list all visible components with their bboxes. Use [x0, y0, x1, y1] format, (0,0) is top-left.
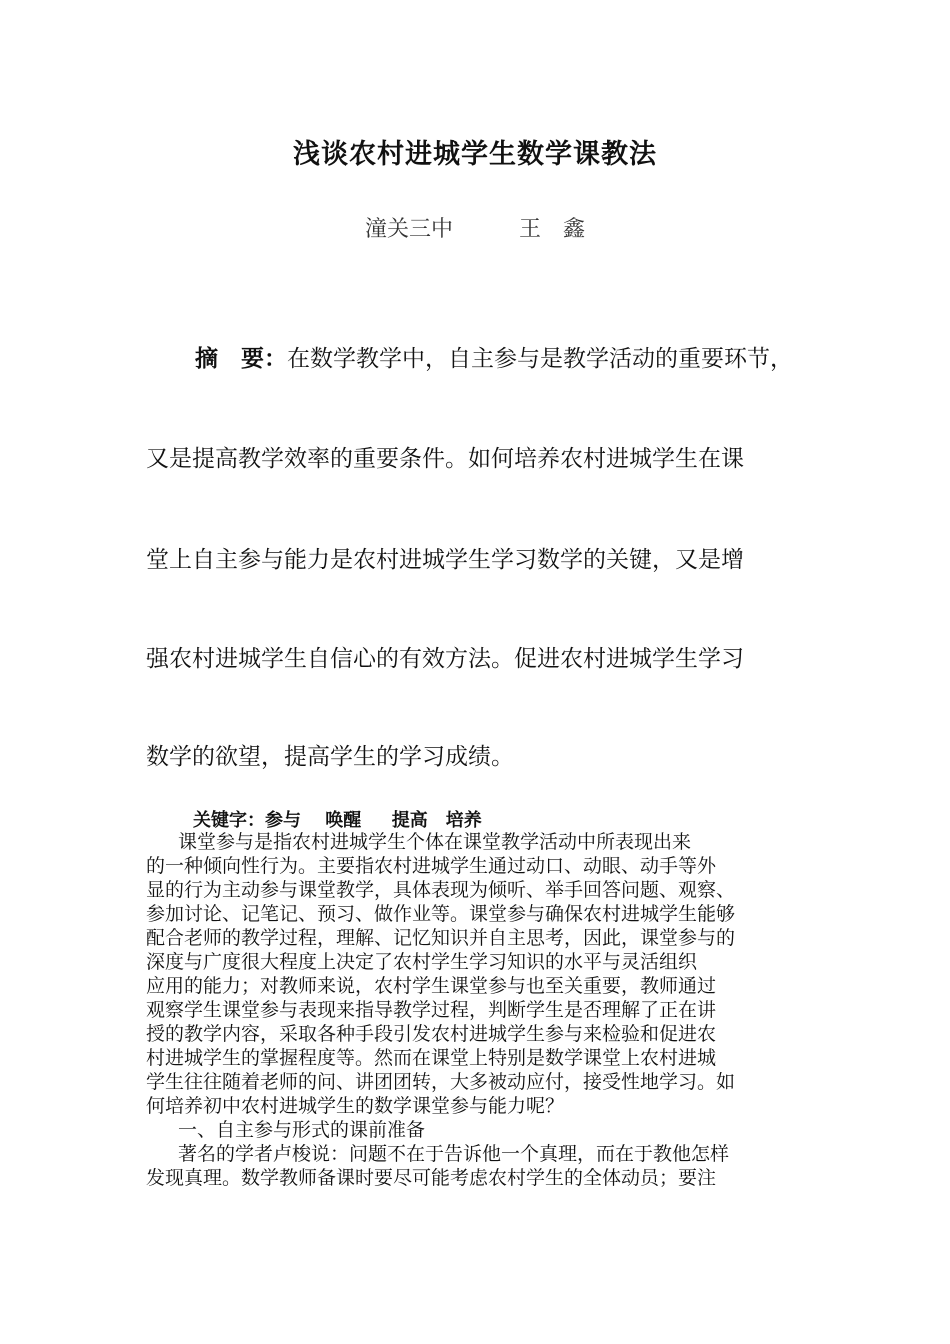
body-line: 显的行为主动参与课堂教学，具体表现为倾听、举手回答问题、观察、	[146, 879, 736, 901]
body-line: 何培养初中农村进城学生的数学课堂参与能力呢？	[146, 1095, 565, 1117]
body-line: 的一种倾向性行为。主要指农村进城学生通过动口、动眼、动手等外	[146, 855, 717, 877]
body-line: 参加讨论、记笔记、预习、做作业等。课堂参与确保农村进城学生能够	[146, 903, 736, 925]
body-line: 授的教学内容，采取各种手段引发农村进城学生参与来检验和促进农	[146, 1023, 717, 1045]
abstract-line: 又是提高教学效率的重要条件。如何培养农村进城学生在课	[146, 446, 744, 472]
body-line: 发现真理。数学教师备课时要尽可能考虑农村学生的全体动员；要注	[146, 1167, 717, 1189]
body-line: 配合老师的教学过程，理解、记忆知识并自主思考，因此，课堂参与的	[146, 927, 736, 949]
body-line: 课堂参与是指农村进城学生个体在课堂教学活动中所表现出来	[178, 831, 692, 853]
document-title: 浅谈农村进城学生数学课教法	[293, 139, 657, 170]
body-line: 应用的能力；对教师来说，农村学生课堂参与也至关重要，教师通过	[146, 975, 717, 997]
keywords-terms: 参与 唤醒 提高 培养	[265, 810, 482, 831]
section-heading: 一、自主参与形式的课前准备	[178, 1119, 426, 1141]
abstract-line: 强农村进城学生自信心的有效方法。促进农村进城学生学习	[146, 646, 744, 672]
abstract-label: 摘 要：	[195, 345, 287, 372]
body-line: 著名的学者卢梭说：问题不在于告诉他一个真理，而在于教他怎样	[178, 1143, 730, 1165]
author-line: 潼关三中 王 鑫	[364, 217, 585, 242]
abstract-line: 堂上自主参与能力是农村进城学生学习数学的关键，又是增	[146, 547, 744, 573]
keywords-line	[193, 806, 482, 832]
body-line: 学生往往随着老师的问、讲团团转，大多被动应付，接受性地学习。如	[146, 1071, 736, 1093]
body-line: 观察学生课堂参与表现来指导教学过程，判断学生是否理解了正在讲	[146, 999, 717, 1021]
body-line: 村进城学生的掌握程度等。然而在课堂上特别是数学课堂上农村进城	[146, 1047, 717, 1069]
abstract-line	[195, 340, 875, 373]
keywords-label: 关键字：	[193, 810, 265, 831]
body-line: 深度与广度很大程度上决定了农村学生学习知识的水平与灵活组织	[146, 951, 698, 973]
abstract-text: 在数学教学中，自主参与是教学活动的重要环节，	[287, 346, 793, 372]
abstract-line: 数学的欲望，提高学生的学习成绩。	[146, 744, 514, 770]
